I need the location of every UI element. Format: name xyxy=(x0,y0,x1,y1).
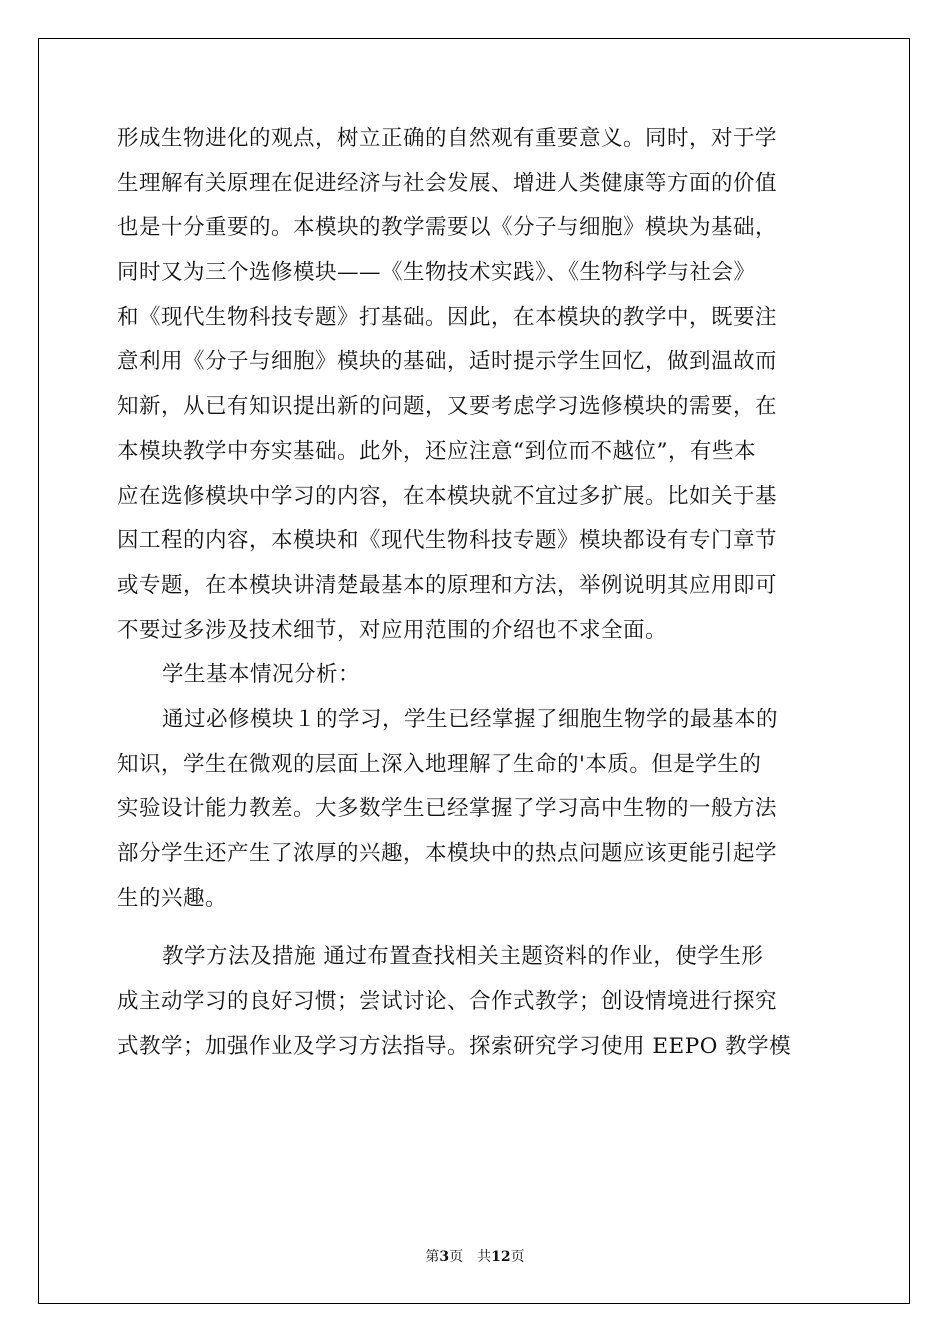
text-line: 生理解有关原理在促进经济与社会发展、增进人类健康等方面的价值 xyxy=(117,170,778,196)
text-line: 知识，学生在微观的层面上深入地理解了生命的'本质。但是学生的 xyxy=(117,751,762,777)
total-prefix: 共 xyxy=(477,1249,492,1265)
text-line: 部分学生还产生了浓厚的兴趣，本模块中的热点问题应该更能引起学 xyxy=(117,841,778,866)
text-line: 成主动学习的良好习惯；尝试讨论、合作式教学；创设情境进行探究 xyxy=(117,989,778,1015)
text-line: 不要过多涉及技术细节，对应用范围的介绍也不求全面。 xyxy=(117,617,668,643)
text-line: 意利用《分子与细胞》模块的基础，适时提示学生回忆，做到温故而 xyxy=(117,349,778,375)
document-body xyxy=(117,117,833,1069)
text-line: 或专题，在本模块讲清楚最基本的原理和方法，举例说明其应用即可 xyxy=(117,572,778,598)
paragraph xyxy=(117,117,833,653)
page-footer xyxy=(0,1246,950,1266)
text-line: 知新，从已有知识提出新的问题，又要考虑学习选修模块的需要，在 xyxy=(117,394,778,420)
text-line: 教学方法及措施 通过布置查找相关主题资料的作业，使学生形 xyxy=(162,944,764,970)
text-line: 应在选修模块中学习的内容，在本模块就不宜过多扩展。比如关于基 xyxy=(117,483,778,509)
text-line: 形成生物进化的观点，树立正确的自然观有重要意义。同时，对于学 xyxy=(117,126,778,151)
page-prefix: 第 xyxy=(425,1249,440,1265)
section-heading xyxy=(117,653,833,698)
text-line: 生的兴趣。 xyxy=(117,885,228,911)
page-number: 3 xyxy=(439,1249,450,1265)
paragraph xyxy=(117,698,833,921)
text-line: 通过必修模块１的学习，学生已经掌握了细胞生物学的最基本的 xyxy=(162,706,779,732)
heading-line: 学生基本情况分析： xyxy=(162,662,361,688)
text-line: 同时又为三个选修模块——《生物技术实践》、《生物科学与社会》 xyxy=(117,260,756,286)
text-line: 也是十分重要的。本模块的教学需要以《分子与细胞》模块为基础， xyxy=(117,215,778,241)
total-suffix: 页 xyxy=(510,1249,525,1265)
total-pages: 12 xyxy=(491,1249,511,1265)
text-line: 因工程的内容，本模块和《现代生物科技专题》模块都设有专门章节 xyxy=(117,528,778,554)
text-line: 式教学；加强作业及学习方法指导。探索研究学习使用 EEPO 教学模 xyxy=(117,1033,792,1059)
text-line: 和《现代生物科技专题》打基础。因此，在本模块的教学中，既要注 xyxy=(117,304,778,330)
text-line: 本模块教学中夯实基础。此外，还应注意“到位而不越位”，有些本 xyxy=(117,438,756,464)
paragraph-gap xyxy=(117,921,833,935)
paragraph xyxy=(117,935,833,1069)
text-line: 实验设计能力教差。大多数学生已经掌握了学习高中生物的一般方法 xyxy=(117,796,778,822)
page-suffix: 页 xyxy=(449,1249,464,1265)
